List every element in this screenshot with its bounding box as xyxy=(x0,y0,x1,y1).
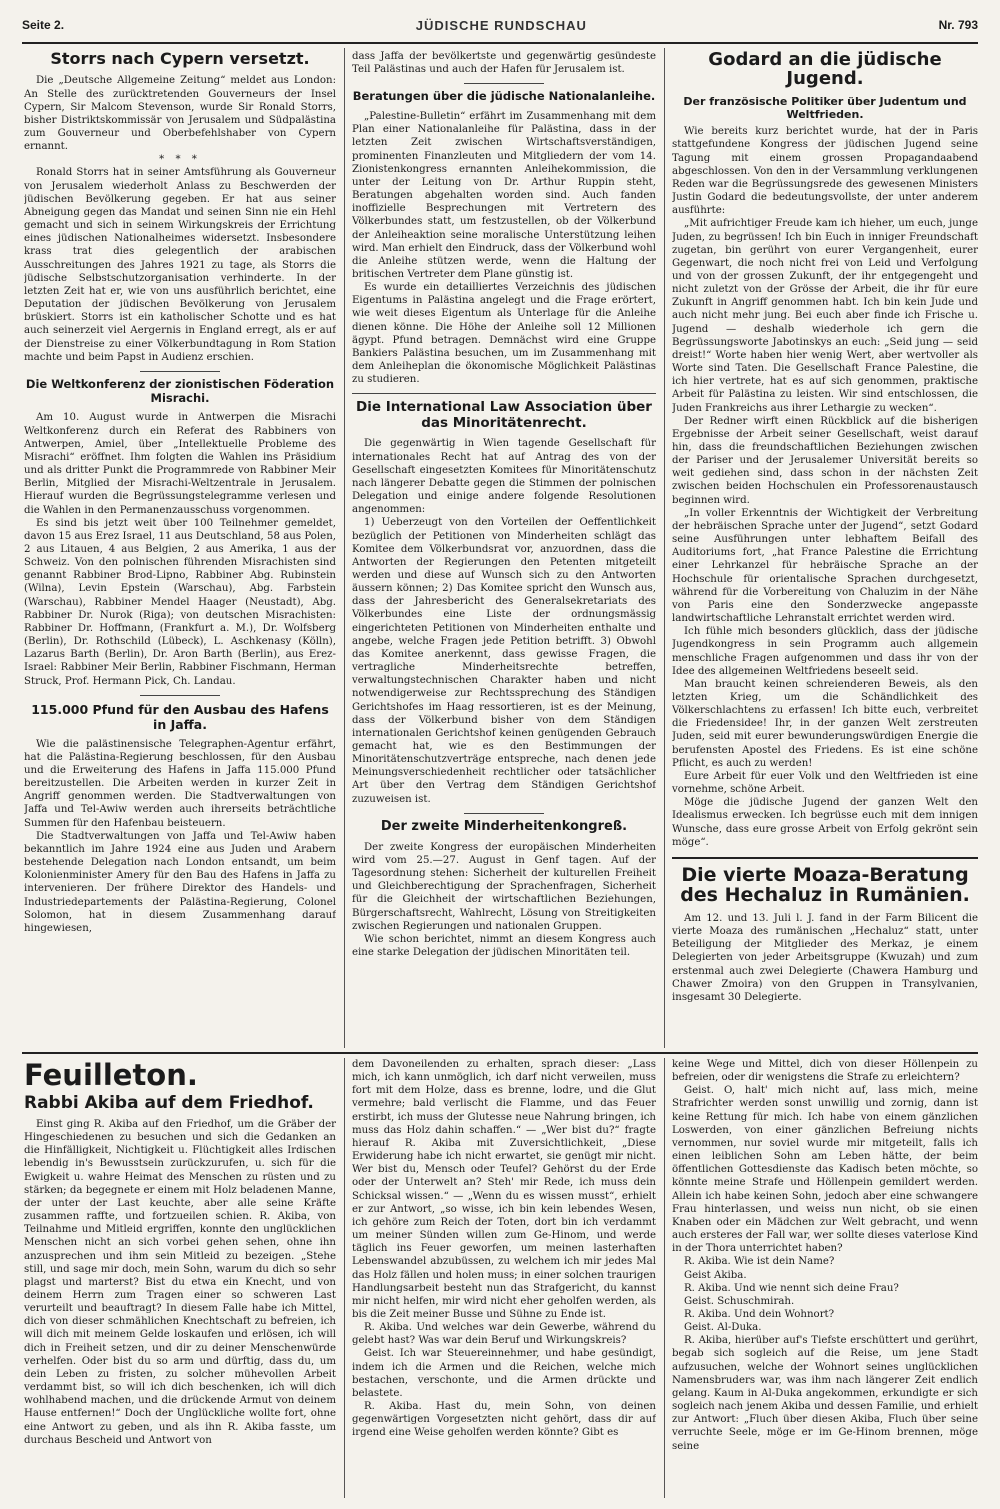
dialogue-line: Geist Akiba. xyxy=(684,1269,747,1281)
paragraph: Die „Deutsche Allgemeine Zeitung“ meldet aus London: An Stelle des zurücktretenden Gouverneurs der Insel Cypern, Sir Malcom Stevenson, wurde Sir Ronald Storrs, bisher Distriktskommissär von Jerusalem und Südpalästina zum Gouverneur und Oberbefehlshaber von Cypern ernannt. xyxy=(24,75,336,153)
divider xyxy=(464,83,544,84)
separator-stars: * * * xyxy=(159,154,201,166)
dialogue-line: Geist. Al-Duka. xyxy=(684,1322,762,1334)
paragraph: Wie schon berichtet, nimmt an diesem Kongress auch eine starke Delegation der jüdischen Minoritäten teil. xyxy=(352,933,656,958)
column-divider xyxy=(344,48,345,1048)
article-title-jaffa: 115.000 Pfund für den Ausbau des Hafens in Jaffa. xyxy=(31,701,329,732)
article-subtitle-godard: Der französische Politiker über Judentum und Weltfrieden. xyxy=(683,94,967,122)
paragraph: Ronald Storrs hat in seiner Amtsführung als Gouverneur von Jerusalem wiederholt Anlass zu Beschwerden der jüdischen Bevölkerung gegeben. Er hat aus seiner Abneigung gegen das Mandat und seinen Sinn nie ein Hehl gemacht und sich in seinem Wirkungskreis der Errichtung eines jüdischen Nationalheimes widersetzt. Insbesondere krass trat dies gelegentlich der arabischen Ausschreitungen des Jahres 1921 zu tage, als Storrs die jüdische Selbstschutzorganisation verhinderte. In der letzten Zeit hat er, wie von uns ausführlich berichtet, eine Deputation der jüdischen Bevölkerung von Jerusalem brüskiert. Storrs ist ein katholischer Schotte und es hat auch seinerzeit viel Aergernis in England erregt, als er auf der Dienstreise zu einer Völkerbundtagung in Rom Station machte und beim Papst in Audienz erschien. xyxy=(24,167,336,363)
feuilleton-rule xyxy=(22,1052,978,1054)
paragraph: Die gegenwärtig in Wien tagende Gesellschaft für internationales Recht hat auf Antrag des von der Gesellschaft eingesetzten Komitees für Minoritätenschutz nach längerer Debatte gegen die Stimmen der polnischen Delegation und einige andere folgende Resolutionen angenommen: xyxy=(352,438,656,516)
dialogue-line: R. Akiba. Und wie nennt sich deine Frau? xyxy=(684,1282,899,1294)
feuilleton-column-1 xyxy=(24,1058,336,1502)
article-title-law-association: Die International Law Association über das Minoritätenrecht. xyxy=(356,399,652,431)
paragraph: Geist. Ich war Steuereinnehmer, und habe gesündigt, indem ich die Armen und die Reichen, welche mich bestachen, verschonte, und die Armen drückte und belastete. xyxy=(352,1348,656,1399)
paragraph: Es wurde ein detailliertes Verzeichnis des jüdischen Eigentums in Palästina angelegt und die Frage erörtert, wie weit dieses Eigentum als Unterlage für die Anleihe dienen könne. Die Höhe der Anleihe soll 12 Millionen ägypt. Pfund betragen. Demnächst wird eine Gruppe Bankiers Palästina besuchen, um im Zusammenhang mit dem Anleiheplan die ökonomische Möglichkeit Palästinas zu studieren. xyxy=(352,282,656,386)
divider xyxy=(140,695,220,696)
section-title-feuilleton: Feuilleton. xyxy=(24,1058,198,1092)
dialogue-line: Geist. Schuschmirah. xyxy=(684,1295,795,1307)
paragraph: Möge die jüdische Jugend der ganzen Welt den Idealismus erwecken. Ich begrüsse euch mit dem innigen Wunsche, dass eure grosse Arbeit von Erfolg gekrönt sein möge“. xyxy=(672,797,978,848)
story-title: Rabbi Akiba auf dem Friedhof. xyxy=(24,1093,314,1114)
issue-number: Nr. 793 xyxy=(938,18,978,32)
divider xyxy=(352,393,656,394)
dialogue-line: R. Akiba. Wie ist dein Name? xyxy=(684,1256,835,1268)
divider xyxy=(464,813,544,814)
feuilleton-column-3 xyxy=(672,1058,978,1502)
paragraph: Einst ging R. Akiba auf den Friedhof, um die Gräber der Hingeschiedenen zu besuchen und sich die Gedanken an die Hinfälligkeit, Nichtigkeit u. Flüchtigkeit alles Irdischen lebendig in's Bewusstsein zurückzurufen, u. sich für die Ewigkeit u. wahre Heimat des Menschen zu rüsten und zu stärken; da begegnete er einem mit Holz beladenen Manne, der unter der Last keuchte, aber alle seine Kräfte zusammen raffte, und fortzueilen schien. R. Akiba, von Teilnahme und Mitleid ergriffen, konnte den unglücklichen Menschen nicht an sich vorbei gehen sehen, ohne ihn anzusprechen und ihm sein Mitleid zu bezeigen. „Stehe still, und sage mir doch, mein Sohn, warum du dich so sehr plagst und marterst? Bist du etwa ein Knecht, und von deinem Herrn zum Tragen einer so schweren Last verurteilt und beauftragt? In diesem Falle habe ich Mittel, dich von dieser schmählichen Knechtschaft zu befreien, ich will dich mit meinem Gelde loskaufen und erlösen, ich will dich in Freiheit setzen, und dir zu deiner Menschenwürde verhelfen. Oder bist du so arm und dürftig, dass du, um dein Leben zu fristen, zu solcher mühevollen Arbeit verdammt bist, so will ich dich beschenken, ich will dich wohlhabend machen, und die drückende Armut von deinem Hause entfernen!“ Doch der Unglückliche wollte fort, ohne eine Antwort zu geben, und als ihn R. Akiba fasste, um durchaus Bescheid und Antwort von xyxy=(24,1118,336,1446)
paragraph: R. Akiba. Hast du, mein Sohn, von deinen gegenwärtigen Vorgesetzten nicht gehört, dass dir auf irgend eine Weise geholfen werden könnte? Gibt es xyxy=(352,1401,656,1439)
column-2 xyxy=(352,50,656,1046)
column-3 xyxy=(672,50,978,1046)
divider xyxy=(672,857,978,859)
paragraph: Ich fühle mich besonders glücklich, dass der jüdische Jugendkongress in sein Programm auch allgemein menschliche Fragen aufgenommen und dass ihr von der Idee des allgemeinen Weltfriedens beseelt seid. xyxy=(672,626,978,677)
paragraph: „Palestine-Bulletin“ erfährt im Zusammenhang mit dem Plan einer Nationalanleihe für Palästina, dass in der letzten Zeit zwischen Wirtschaftsverständigen, prominenten Finanzleuten und Mitgliedern der vom 14. Zionistenkongress ernannten Anleihekommission, die unter der Leitung von Dr. Arthur Ruppin steht, Beratungen abgehalten worden sind. Auch fanden inoffizielle Besprechungen mit Vertretern des Völkerbundes statt, um festzustellen, ob der Völkerbund der Anleiheaktion seine moralische Unterstützung leihen wird. Man erhielt den Eindruck, dass der Völkerbund wohl die Anleihe stützen werde, wenn die Haltung der britischen Vertreter dem Plane günstig ist. xyxy=(352,111,656,280)
dialogue-line: R. Akiba. Und dein Wohnort? xyxy=(684,1308,835,1320)
article-title-anleihe: Beratungen über die jüdische Nationalanleihe. xyxy=(352,89,656,104)
paragraph: R. Akiba, hierüber auf's Tiefste erschüttert und gerührt, begab sich sogleich auf die Reise, um jene Stadt aufzusuchen, welche der Wohnort seines unglücklichen Namensbruders war, was ihm nach längerer Zeit endlich gelang. Kaum in Al-Duka angekommen, erkundigte er sich sogleich nach jenem Akiba und dessen Familie, und erhielt zur Antwort: „Fluch über diesen Akiba, Fluch über seine verruchte Seele, möge er im Ge-Hinom brennen, möge seine xyxy=(672,1335,978,1452)
paragraph: Man braucht keinen schreienderen Beweis, als den letzten Krieg, um die Schändlichkeit des Völkerschlachtens zu erfassen! Ich bitte euch, verbreitet die Friedensidee! Ihr, in der ganzen Welt zerstreuten Juden, seid mit eurer bewunderungswürdigen Energie die berufensten Apostel des Friedens. Es ist eine schöne Pflicht, es auch zu werden! xyxy=(672,678,978,769)
paragraph: Der Redner wirft einen Rückblick auf die bisherigen Ergebnisse der Arbeit seiner Gesellschaft, weist darauf hin, dass die freundschaftlichen Beziehungen zwischen der Pariser und der Jerusalemer Universität bereits so weit gediehen sind, dass schon in der nächsten Zeit zwischen beiden Hochschulen ein Professorenaustausch beginnen wird. xyxy=(672,415,978,506)
paragraph: Am 12. und 13. Juli l. J. fand in der Farm Bilicent die vierte Moaza des rumänischen „Hechaluz“ statt, unter Beteiligung der Mitglieder des Merkaz, je einem Delegierten von jeder Arbeitsgruppe (Kwuzah) und zum erstenmal auch zwei Delegierte (Chawera Hamburg und Chawer Zmoira) von den Gruppen in Transylvanien, insgesamt 30 Delegierte. xyxy=(672,912,978,1003)
paragraph: Wie die palästinensische Telegraphen-Agentur erfährt, hat die Palästina-Regierung beschlossen, für den Ausbau und die Erweiterung des Hafens in Jaffa 115.000 Pfund bereitzustellen. Die Arbeiten werden in kurzer Zeit in Angriff genommen werden. Die Stadtverwaltungen von Jaffa und Tel-Awiw werden auch ihrerseits beträchtliche Summen für den Hafenbau beisteuern. xyxy=(24,738,336,829)
column-divider xyxy=(664,1058,665,1498)
paragraph: „Mit aufrichtiger Freude kam ich hieher, um euch, junge Juden, zu begrüssen! Ich bin Euch in inniger Freundschaft zugetan, bin gerührt von eurer Vergangenheit, eurer Gegenwart, die noch nicht frei von Leid und Verfolgung und von der grossen Zukunft, der ihr entgegengeht und nicht zuletzt von der Grösse der Arbeit, die ihr für eure Zukunft in Angriff genommen habt. Ich bin kein Jude und auch nicht mehr jung. Bei euch aber finde ich Frische u. Jugend — deshalb wiederhole ich gern die Begrüssungsworte Jabotinskys an euch: „Seid jung — seid dreist!“ Worte haben hier wenig Wert, aber wertvoller als Worte sind Taten. Die Gesellschaft France Palestine, die ich hier vertrete, hat es auf sich genommen, praktische Arbeit für Palästina zu leisten. Wir sind entschlossen, die Juden Frankreichs aus ihrer Lethargie zu wecken“. xyxy=(672,218,978,414)
article-title-storrs: Storrs nach Cypern versetzt. xyxy=(50,50,310,68)
article-title-misrachi: Die Weltkonferenz der zionistischen Föderation Misrachi. xyxy=(25,376,335,405)
divider xyxy=(140,371,220,372)
paragraph: keine Wege und Mittel, dich von dieser Höllenpein zu befreien, oder dir wenigstens die Strafe zu erleichtern? xyxy=(672,1059,978,1084)
column-divider xyxy=(664,48,665,1048)
paragraph: R. Akiba. Und welches war dein Gewerbe, während du gelebt hast? Was war dein Beruf und Wirkungskreis? xyxy=(352,1322,656,1347)
paragraph: Die Stadtverwaltungen von Jaffa und Tel-Awiw haben bekanntlich im Jahre 1924 eine aus Juden und Arabern bestehende Delegation nach London entsandt, um beim Kolonienminister Amery für den Bau des Hafens in Jaffa zu intervenieren. Der frühere Direktor des Handels- und Industriedepartements der Palästina-Regierung, Colonel Solomon, hat in diesem Zusammenhang darauf hingewiesen, xyxy=(24,830,336,934)
column-1 xyxy=(24,50,336,1046)
newspaper-name: JÜDISCHE RUNDSCHAU xyxy=(415,17,587,33)
paragraph: Geist. O, halt' mich nicht auf, lass mich, meine Strafrichter werden sonst unwillig und zornig, dann ist keine Rettung für mich. Ich habe von einem gänzlichen Loswerden, von einer gänzlichen Befreiung nichts vernommen, nur soviel wurde mir mitgeteilt, falls ich einen leiblichen Sohn am Leben hätte, der beim öffentlichen Gottesdienste das Kadisch beten möchte, so könnte meine Strafe und Höllenpein gemildert werden. Allein ich habe keinen Sohn, jedoch aber eine schwangere Frau hinterlassen, und weiss nun nicht, ob sie einen Knaben oder ein Mädchen zur Welt gebracht, und wenn auch ersteres der Fall war, wer sollte dieses vaterlose Kind in der Thora unterrichtet haben? xyxy=(672,1085,978,1255)
paragraph: dass Jaffa der bevölkertste und gegenwärtig gesündeste Teil Palästinas und auch der Hafen für Jerusalem ist. xyxy=(352,51,656,76)
paragraph: Es sind bis jetzt weit über 100 Teilnehmer gemeldet, davon 15 aus Erez Israel, 11 aus Deutschland, 58 aus Polen, 2 aus Litauen, 4 aus Belgien, 2 aus Amerika, 1 aus der Schweiz. Von den polnischen führenden Misrachisten sind genannt Rabbiner Brod-Lipno, Rabbiner Abg. Rubinstein (Wilna), Levin Epstein (Warschau), Abg. Farbstein (Warschau), Rabbiner Mendel Haager (Neustadt), Abg. Rabbiner Dr. Nurok (Riga); von deutschen Misrachisten: Rabbiner Dr. Hoffmann, (Frankfurt a. M.), Dr. Wolfsberg (Berlin), Dr. Rothschild (Lübeck), L. Aschkenasy (Kölln), Lazarus Barth (Berlin), Dr. Aron Barth (Berlin), aus Erez-Israel: Rabbiner Meir Berlin, Rabbiner Fischmann, Herman Struck, Prof. Hermann Pick, Ch. Landau. xyxy=(24,517,336,687)
paragraph: Der zweite Kongress der europäischen Minderheiten wird vom 25.—27. August in Genf tagen. Auf der Tagesordnung stehen: Sicherheit der kulturellen Freiheit und Gleichberechtigung der Sprachenfragen, Sicherheit für die Gleichheit der wirtschaftlichen Beziehungen, Bürgerschaftsrecht, Wahlrecht, Lösung von Streitigkeiten zwischen Regierungen und nationalen Gruppen. xyxy=(352,841,656,932)
masthead xyxy=(22,8,978,44)
article-title-godard: Godard an die jüdische Jugend. xyxy=(708,50,942,90)
paragraph: dem Davoneilenden zu erhalten, sprach dieser: „Lass mich, ich kann unmöglich, ich darf nicht verweilen, muss fort mit dem Holze, dass es brenne, lodre, und die Glut vermehre; bald verlischt die Flamme, und das Feuer erstirbt, ich muss der Glutesse neue Nahrung bringen, ich muss das Holz dahin schaffen.“ — „Wer bist du?“ fragte hierauf R. Akiba mit Zuversichtlichkeit, „Diese Erwiderung habe ich nicht erwartet, sie genügt mir nicht. Wer bist du, Mensch oder Teufel? Gehörst du der Erde oder der Unterwelt an? Steh' mir Rede, ich muss dein Schicksal wissen.“ — „Wenn du es wissen musst“, erhielt er zur Antwort, „so wisse, ich bin kein lebendes Wesen, ich gehöre zum Reich der Toten, dort bin ich verdammt um meiner Sünden willen zum Ge-Hinom, und werde täglich ins Feuer geworfen, um meinen lasterhaften Lebenswandel abzubüssen, zu welchem ich mir jedes Mal das Holz fällen und holen muss; in einer solchen traurigen Handlungsarbeit besteht nun das Strafgericht, du kannst mir nicht helfen, mir wird nicht eher geholfen werden, als bis die Zeit meiner Busse und Sühne zu Ende ist. xyxy=(352,1059,656,1320)
article-title-moaza: Die vierte Moaza-Beratung des Hechaluz in Rumänien. xyxy=(680,863,970,907)
column-divider xyxy=(344,1058,345,1498)
paragraph: Am 10. August wurde in Antwerpen die Misrachi Weltkonferenz durch ein Referat des Rabbiners von Antwerpen, Amiel, über „Intellektuelle Probleme des Misrachi“ eröffnet. Ihm folgten die Wahlen ins Präsidium und als dritter Punkt die Programmrede von Rabbiner Meir Berlin, Mitglied der Misrachi-Weltzentrale in Jerusalem. Hierauf wurden die Begrüssungstelegramme verlesen und die Wahlen in den Permanenzausschuss vorgenommen. xyxy=(24,412,336,516)
paragraph: 1) Ueberzeugt von den Vorteilen der Oeffentlichkeit bezüglich der Petitionen von Minderheiten schlägt das Komitee dem Völkerbundsrat vor, anzuordnen, dass die Antworten der Regierungen den Petenten mitgeteilt werden und diese auf Wunsch sich zu den Antworten äussern können; 2) Das Komitee spricht den Wunsch aus, dass der Jahresbericht des Generalsekretariats des Völkerbundes eine Liste der ordnungsmässig eingerichteten Petitionen von Minderheiten enthalte und angebe, welche Fragen jede Petition betrifft. 3) Obwohl das Komitee anerkennt, dass gewisse Fragen, die vertragliche Minderheitsrechte betreffen, verwaltungstechnischen Charakter haben und nicht notwendigerweise zur Rechtssprechung des Ständigen Gerichtshofes im Haag ressortieren, ist es der Meinung, dass der Völkerbund bisher von dem Ständigen internationalen Gerichtshof keinen genügenden Gebrauch gemacht hat, wie es den Bestimmungen der Minoritätenschutzverträge entspreche, nach denen jede Meinungsverschiedenheit rechtlicher oder tatsächlicher Art über den Vertrag dem Ständigen Gerichtshof zuzuweisen ist. xyxy=(352,517,656,805)
paragraph: „In voller Erkenntnis der Wichtigkeit der Verbreitung der hebräischen Sprache unter der Jugend“, setzt Godard seine Ausführungen unter lebhaftem Beifall des Auditoriums fort, „hat France Palestine die Errichtung einer Lehrkanzel für hebräische Sprache an der Hochschule für orientalische Sprachen durchgesetzt, während für die Vorbereitung von Chaluzim in der Nähe von Paris eine den Sonderzwecke angepasste landwirtschaftliche Lehranstalt errichtet werden wird. xyxy=(672,507,978,625)
article-title-minderheitenkongress: Der zweite Minderheitenkongreß. xyxy=(380,818,628,834)
feuilleton-column-2 xyxy=(352,1058,656,1502)
page-number: Seite 2. xyxy=(22,18,65,32)
paragraph: Wie bereits kurz berichtet wurde, hat der in Paris stattgefundene Kongress der jüdischen Jugend seine Tagung mit einem grossen Propagandaabend abgeschlossen. Von den in der Versammlung verklungenen Reden war die Begrüssungsrede des gewesenen Ministers Justin Godard die bedeutungsvollste, der unter anderem ausführte: xyxy=(672,126,978,217)
paragraph: Eure Arbeit für euer Volk und den Weltfrieden ist eine vornehme, schöne Arbeit. xyxy=(672,770,978,796)
